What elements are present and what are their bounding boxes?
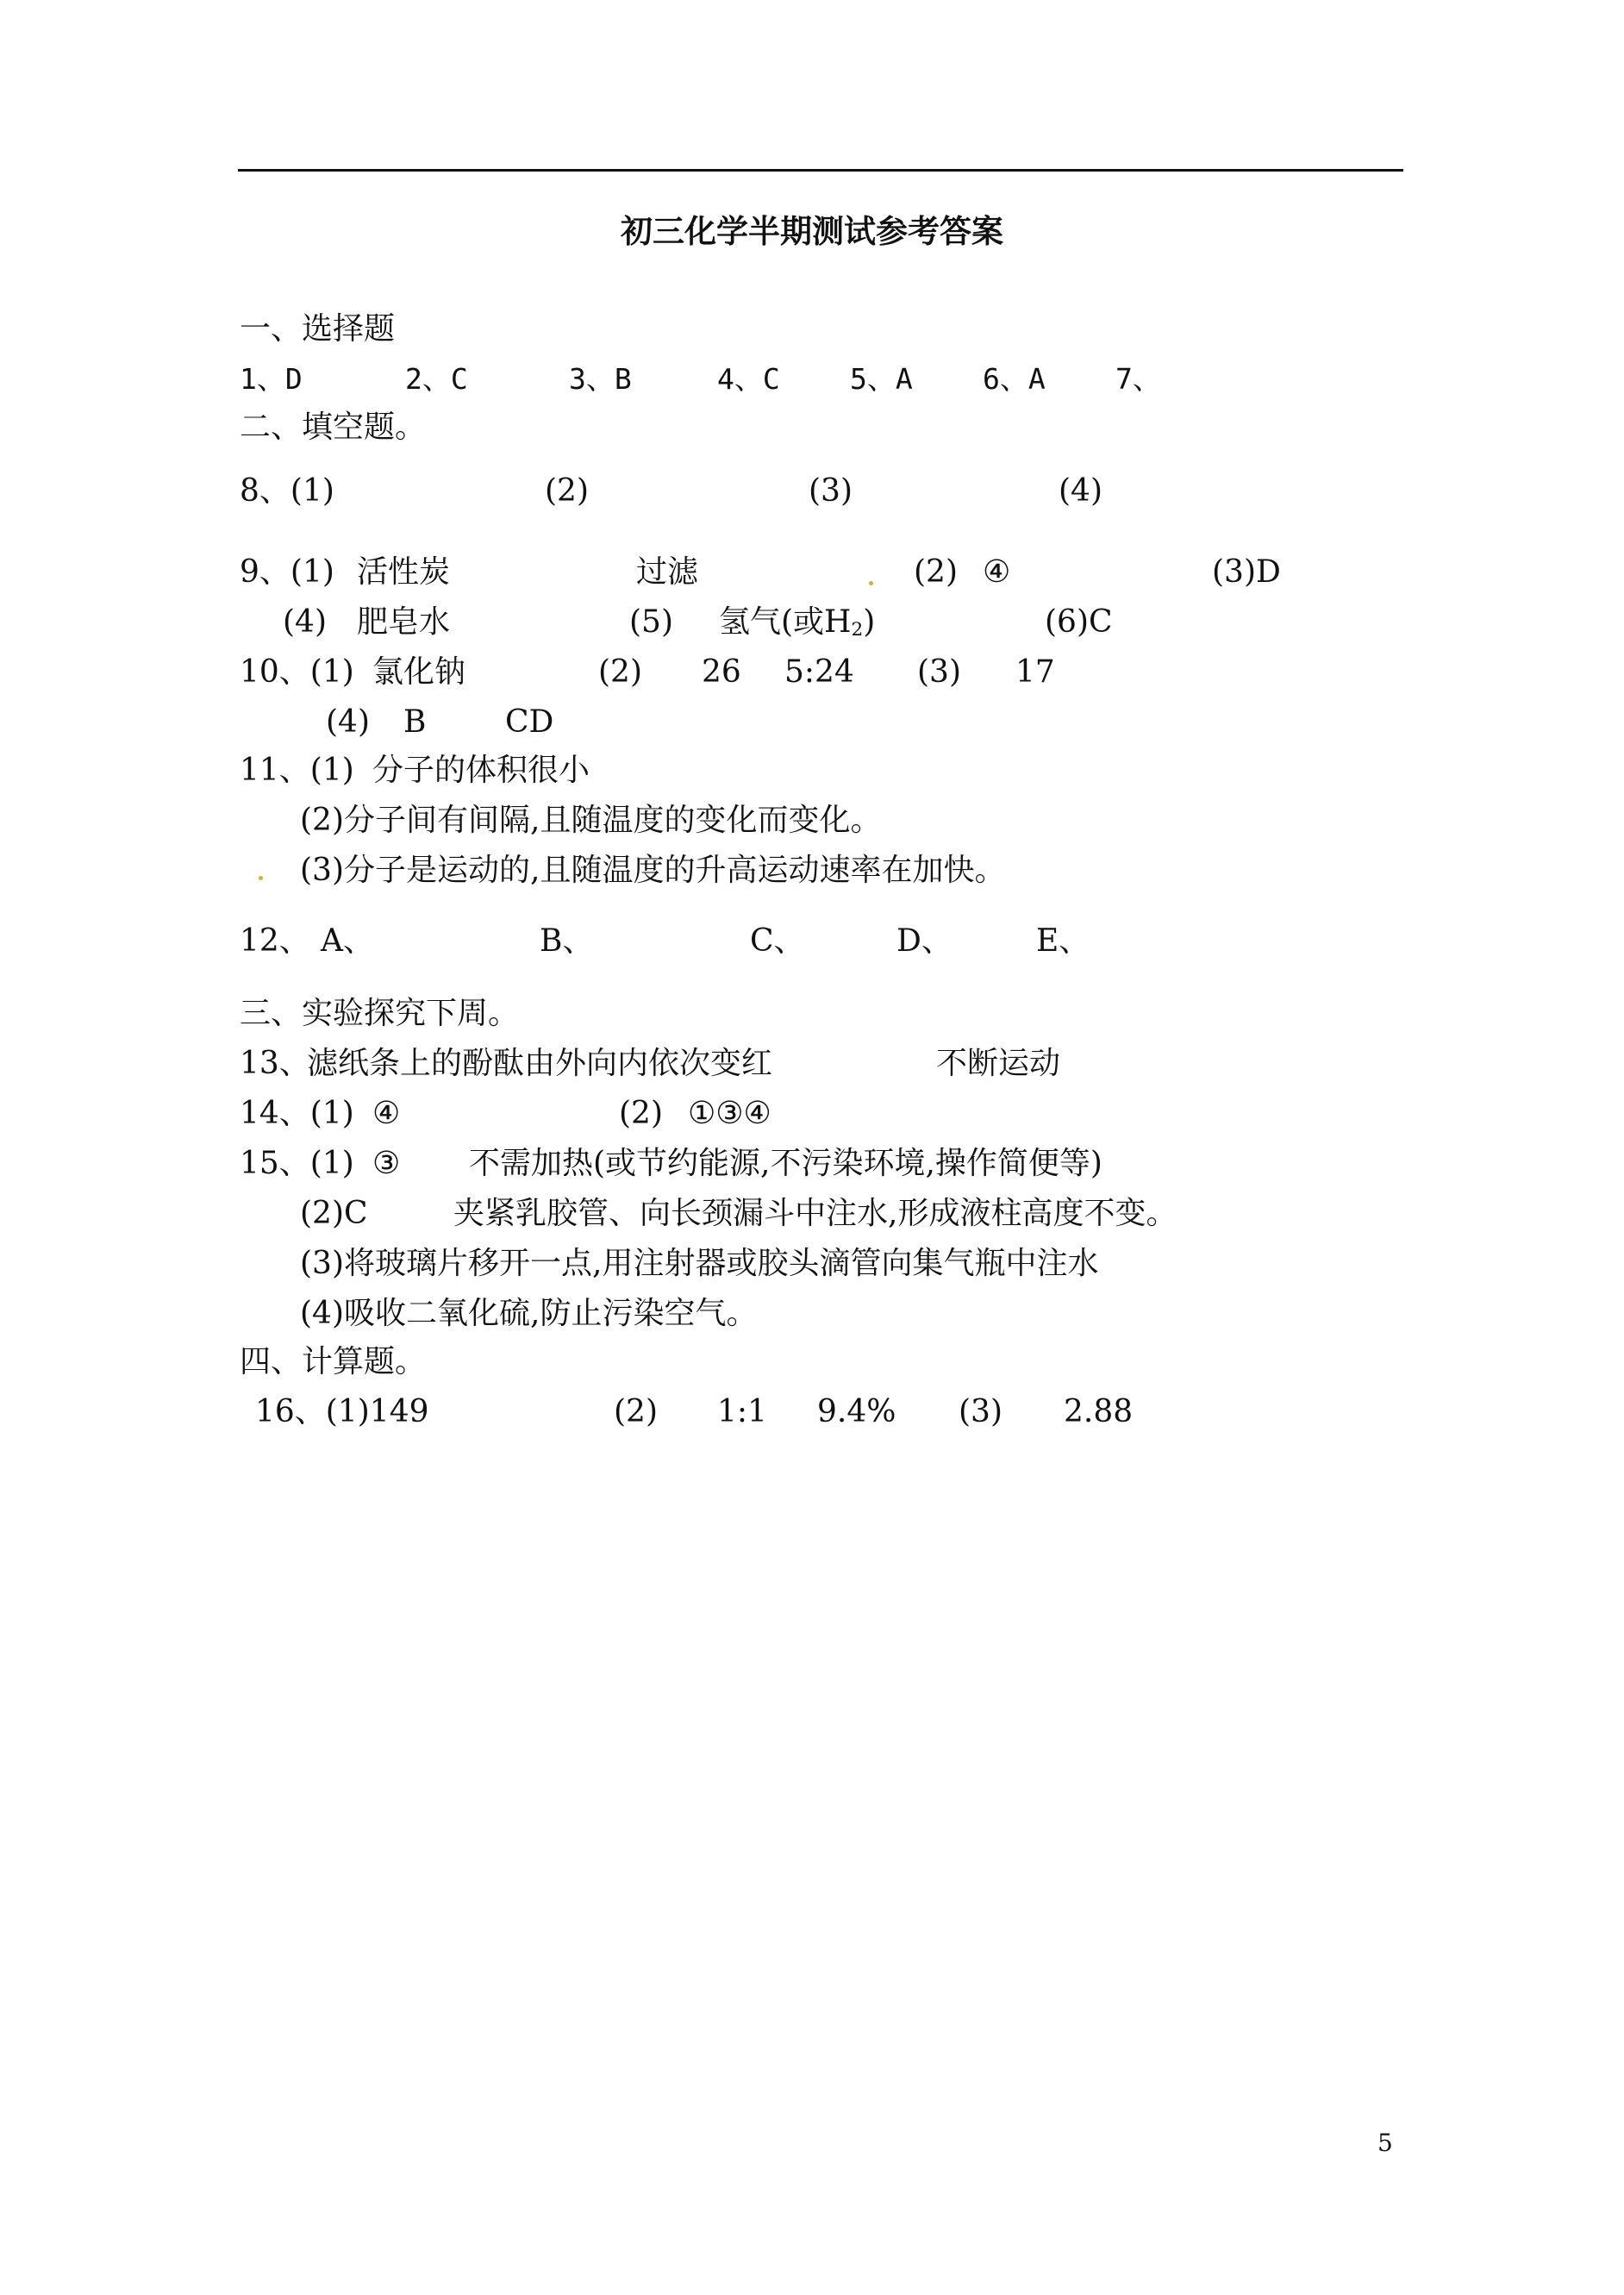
q15-label: 15、(1) <box>240 1146 354 1181</box>
answer-1: 1、D <box>240 362 303 396</box>
q10-answer-2a: 26 <box>702 654 741 690</box>
q16-label: 16、(1)149 <box>255 1394 429 1429</box>
q10-answer-2b: 5:24 <box>784 654 854 690</box>
q15-answer-3: (3)将玻璃片移开一点,用注射器或胶头滴管向集气瓶中注水 <box>300 1246 1099 1281</box>
q11-answer-2: (2)分子间有间隔,且随温度的变化而变化。 <box>300 803 882 838</box>
q14-label: 14、(1) <box>240 1096 354 1131</box>
q9-part-2: (2) <box>914 554 958 590</box>
q8-part-3: (3) <box>809 473 853 509</box>
q9-part-6: (6)C <box>1045 604 1113 640</box>
answer-6: 6、A <box>983 362 1046 396</box>
answer-7: 7、 <box>1115 362 1161 396</box>
q9-label: 9、(1) <box>240 554 334 590</box>
page-number: 5 <box>1377 2129 1393 2157</box>
q15-answer-4: (4)吸收二氧化硫,防止污染空气。 <box>300 1296 758 1331</box>
q15-part-2: (2)C <box>300 1196 368 1231</box>
q13-answer-1: 滤纸条上的酚酞由外向内依次变红 <box>307 1046 773 1081</box>
q14-answer-2: ①③④ <box>688 1096 771 1131</box>
q9-part-5: (5) <box>629 604 673 640</box>
answer-4: 4、C <box>717 362 780 396</box>
q11-answer-3: (3)分子是运动的,且随温度的升高运动速率在加快。 <box>300 853 1006 888</box>
q10-answer-3: 17 <box>1015 654 1055 690</box>
section-heading-experiment: 三、实验探究下周。 <box>240 996 520 1031</box>
q9-part-4: (4) <box>283 604 327 640</box>
section-heading-calculation: 四、计算题。 <box>240 1344 427 1379</box>
q9-answer-2: ④ <box>983 554 1011 590</box>
q12-e: E、 <box>1036 923 1090 959</box>
q15-answer-2: 夹紧乳胶管、向长颈漏斗中注水,形成液柱高度不变。 <box>453 1196 1177 1231</box>
page-title: 初三化学半期测试参考答案 <box>621 212 1003 250</box>
q12-c: C、 <box>750 923 805 959</box>
q9-answer-4: 肥皂水 <box>357 604 451 640</box>
stray-dot <box>869 581 873 585</box>
q16-part-3: (3) <box>959 1394 1003 1429</box>
q10-answer-4a: B <box>403 704 427 740</box>
q12-label: 12、 <box>240 923 310 959</box>
answer-2: 2、C <box>405 362 468 396</box>
q16-answer-2b: 9.4% <box>817 1394 896 1429</box>
answer-5: 5、A <box>850 362 913 396</box>
q8-part-2: (2) <box>545 473 589 509</box>
q13-label: 13、 <box>240 1046 310 1081</box>
section-heading-fill: 二、填空题。 <box>240 410 427 445</box>
q8-part-1: 8、(1) <box>240 473 334 509</box>
q10-part-2: (2) <box>598 654 642 690</box>
q15-answer-1b: 不需加热(或节约能源,不污染环境,操作简便等) <box>469 1146 1102 1181</box>
q9-answer-filter: 过滤 <box>636 554 699 590</box>
q14-part-2: (2) <box>619 1096 663 1131</box>
q10-part-4: (4) <box>326 704 370 740</box>
q16-part-2: (2) <box>614 1394 658 1429</box>
q16-answer-2a: 1:1 <box>717 1394 767 1429</box>
header-rule <box>238 169 1403 172</box>
q11-label: 11、(1) <box>240 753 354 788</box>
q12-d: D、 <box>896 923 953 959</box>
q10-label: 10、(1) <box>240 654 354 690</box>
q9-part-3: (3)D <box>1212 554 1281 590</box>
q11-answer-1: 分子的体积很小 <box>372 753 590 788</box>
answer-3: 3、B <box>569 362 632 396</box>
q9-answer-5: 氢气(或$H_2$) <box>719 604 876 641</box>
q12-a: A、 <box>321 923 374 959</box>
q10-answer-4b: CD <box>505 704 554 740</box>
q14-answer-1: ④ <box>372 1096 401 1131</box>
stray-dot <box>259 876 263 880</box>
q16-answer-3: 2.88 <box>1064 1394 1134 1429</box>
q10-part-3: (3) <box>917 654 961 690</box>
q10-answer-1: 氯化钠 <box>372 654 466 690</box>
q15-answer-1: ③ <box>372 1146 401 1181</box>
section-heading-choice: 一、选择题 <box>240 311 396 347</box>
q8-part-4: (4) <box>1059 473 1102 509</box>
q9-answer-1: 活性炭 <box>357 554 451 590</box>
q13-answer-2: 不断运动 <box>936 1046 1061 1081</box>
q12-b: B、 <box>540 923 594 959</box>
